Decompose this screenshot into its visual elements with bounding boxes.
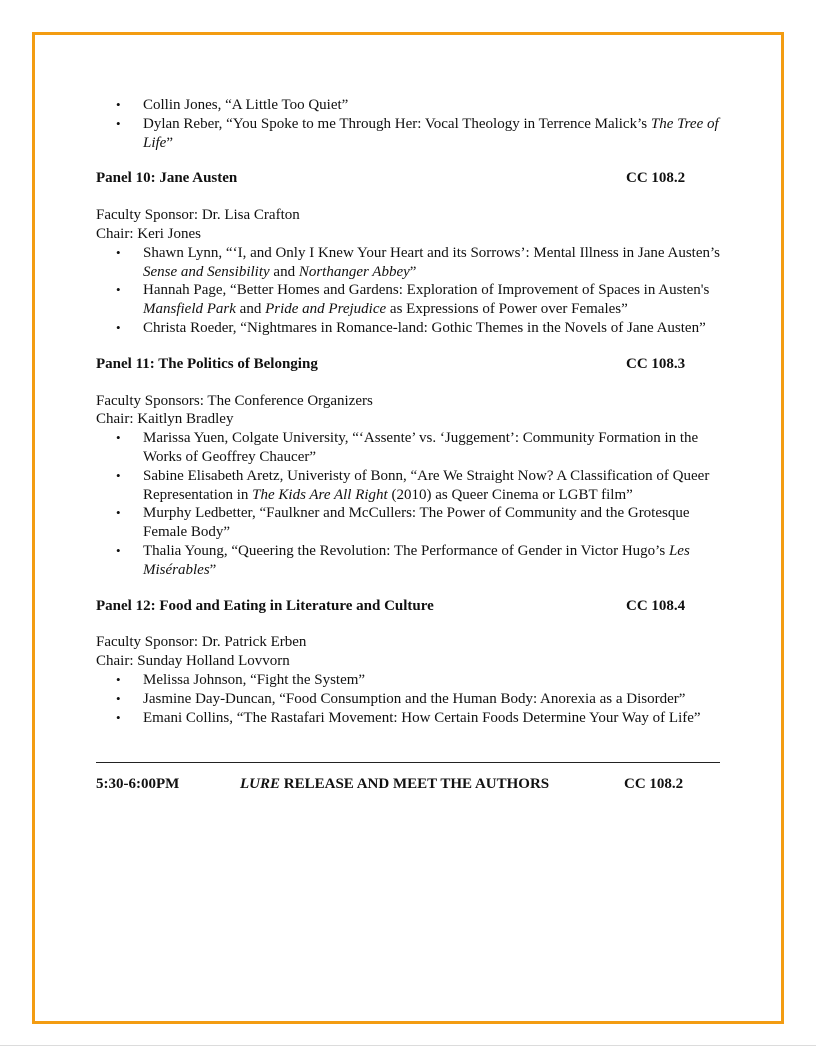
presentation-item: • Shawn Lynn, “‘I, and Only I Knew Your Heart and its Sorrows’: Mental Illness in Jane Austen’s Sense and Sensibility and Northanger Abbey” — [116, 244, 721, 280]
panel-12-header — [96, 597, 722, 616]
presentation-item: • Murphy Ledbetter, “Faulkner and McCullers: The Power of Community and the Grotesque Female Body” — [116, 505, 690, 541]
presentation-item: • Christa Roeder, “Nightmares in Romance-land: Gothic Themes in the Novels of Jane Austen” — [116, 319, 706, 336]
room-number: CC 108.3 — [626, 355, 686, 372]
bullet-icon: • — [116, 97, 121, 112]
room-number: CC 108.2 — [624, 776, 684, 793]
bullet-icon: • — [116, 505, 121, 521]
panel-chair: Chair: Kaitlyn Bradley — [96, 411, 234, 428]
room-number: CC 108.2 — [626, 170, 686, 187]
presentation-item: • Jasmine Day-Duncan, “Food Consumption and the Human Body: Anorexia as a Disorder” — [116, 690, 686, 707]
presentation-item: • Sabine Elisabeth Aretz, Univeristy of Bonn, “Are We Straight Now? A Classification of Queer Representation in The Kids Are All Right (2010) as Queer Cinema or LGBT film” — [116, 467, 710, 503]
bullet-icon: • — [116, 115, 121, 131]
faculty-sponsor: Faculty Sponsor: Dr. Patrick Erben — [96, 634, 307, 651]
panel-10-presentations — [96, 244, 722, 338]
panel-chair: Chair: Sunday Holland Lovvorn — [96, 653, 290, 670]
presentation-item: • Collin Jones, “A Little Too Quiet” — [116, 97, 349, 113]
room-number: CC 108.4 — [626, 597, 686, 614]
bullet-icon: • — [116, 690, 121, 706]
panel-title: Panel 12: Food and Eating in Literature and Culture — [96, 597, 434, 614]
bullet-icon: • — [116, 319, 121, 335]
panel-title: Panel 10: Jane Austen — [96, 170, 238, 187]
bullet-icon: • — [116, 542, 121, 558]
event-time: 5:30-6:00PM — [96, 776, 180, 793]
bullet-icon: • — [116, 282, 121, 298]
panel-12-presentations — [96, 671, 722, 727]
bullet-icon: • — [116, 709, 121, 725]
panel-11-presentations — [96, 429, 722, 579]
panel-10-header — [96, 169, 722, 188]
presentation-item: • Thalia Young, “Queering the Revolution: The Performance of Gender in Victor Hugo’s Les Misérables” — [116, 542, 690, 578]
event-title: LURE RELEASE AND MEET THE AUTHORS — [240, 776, 550, 793]
bullet-icon: • — [116, 671, 121, 687]
presentation-item: • Hannah Page, “Better Homes and Gardens: Exploration of Improvement of Spaces in Austen's Mansfield Park and Pride and Prejudice as Expressions of Power over Females” — [116, 282, 710, 318]
presentation-item: • Dylan Reber, “You Spoke to me Through Her: Vocal Theology in Terrence Malick’s The Tree of Life” — [116, 115, 719, 151]
bullet-icon: • — [116, 430, 121, 446]
panel-title: Panel 11: The Politics of Belonging — [96, 355, 318, 372]
presentation-item: • Emani Collins, “The Rastafari Movement: How Certain Foods Determine Your Way of Life” — [116, 709, 701, 726]
panel-11-header — [96, 355, 722, 374]
faculty-sponsor: Faculty Sponsor: Dr. Lisa Crafton — [96, 207, 300, 224]
bullet-icon: • — [116, 244, 121, 260]
faculty-sponsor: Faculty Sponsors: The Conference Organizers — [96, 392, 373, 409]
bullet-icon: • — [116, 467, 121, 483]
presentation-item: • Melissa Johnson, “Fight the System” — [116, 671, 366, 688]
panel-chair: Chair: Keri Jones — [96, 225, 201, 242]
page-edge-divider — [0, 1045, 816, 1046]
presentation-item: • Marissa Yuen, Colgate University, “‘Assente’ vs. ‘Juggement’: Community Formation in the Works of Geoffrey Chaucer” — [116, 430, 699, 465]
program-content — [96, 96, 722, 794]
panel-9-presentations — [96, 96, 722, 152]
final-event-row — [96, 775, 722, 794]
